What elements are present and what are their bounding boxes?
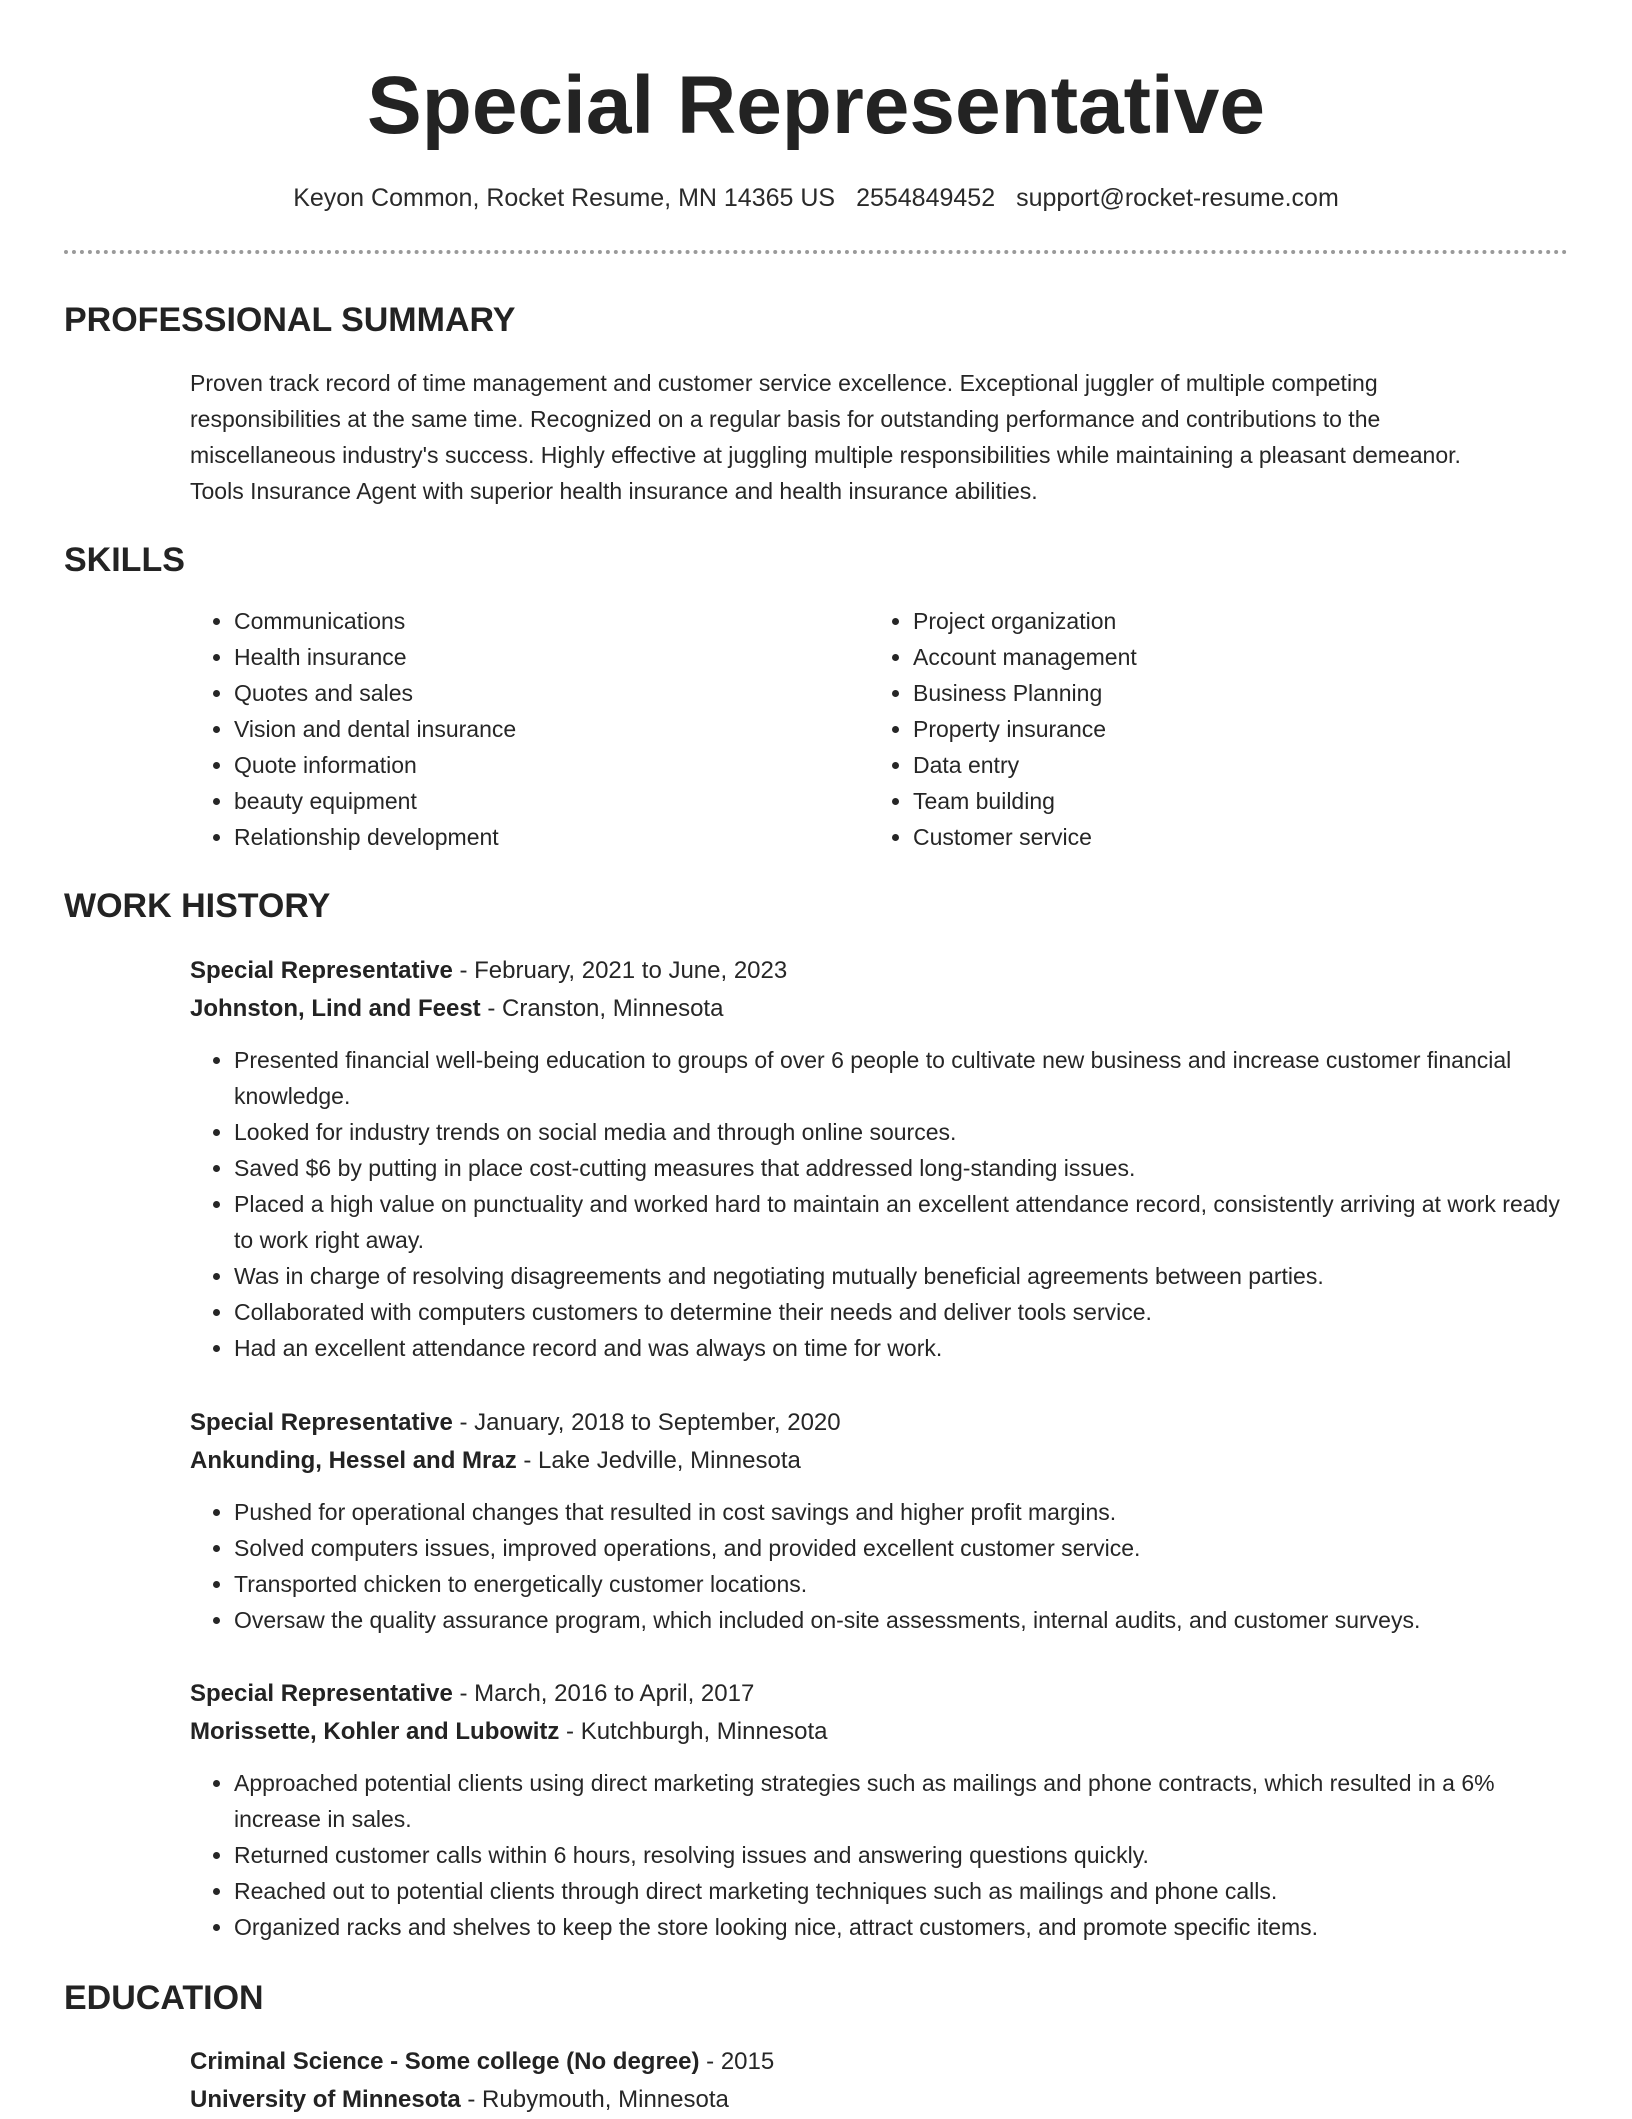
job-bullet: • Collaborated with computers customers to determine their needs and deliver tools service. bbox=[234, 1294, 1570, 1330]
skill-item: • beauty equipment bbox=[234, 783, 516, 819]
job-location: - Cranston, Minnesota bbox=[480, 995, 724, 1022]
job-bullet: • Solved computers issues, improved operations, and provided excellent customer service. bbox=[234, 1530, 1570, 1566]
education-entry bbox=[190, 2043, 1570, 2119]
job-entry bbox=[190, 952, 1570, 1366]
education-school-line bbox=[190, 2081, 1570, 2119]
contact-phone: 2554849452 bbox=[856, 184, 996, 212]
skill-item: • Account management bbox=[913, 639, 1137, 675]
job-role: Special Representative bbox=[190, 1409, 453, 1436]
skills-list-left bbox=[190, 603, 516, 855]
job-bullet: • Transported chicken to energetically customer locations. bbox=[234, 1566, 1570, 1602]
contact-address: Keyon Common, Rocket Resume, MN 14365 US bbox=[293, 184, 836, 212]
work-heading: WORK HISTORY bbox=[64, 887, 331, 925]
job-company-line bbox=[190, 1713, 1570, 1751]
job-location: - Lake Jedville, Minnesota bbox=[516, 1447, 801, 1474]
job-bullet: • Pushed for operational changes that resulted in cost savings and higher profit margins. bbox=[234, 1494, 1570, 1530]
skill-item: • Business Planning bbox=[913, 675, 1137, 711]
job-bullet: • Placed a high value on punctuality and worked hard to maintain an excellent attendance record, consistently arriving at work ready to work right away. bbox=[234, 1186, 1570, 1258]
skill-item: • Project organization bbox=[913, 603, 1137, 639]
job-company-line bbox=[190, 990, 1570, 1028]
job-role: Special Representative bbox=[190, 957, 453, 984]
job-bullet: • Organized racks and shelves to keep the store looking nice, attract customers, and promote specific items. bbox=[234, 1909, 1570, 1945]
skills-list-right bbox=[869, 603, 1137, 855]
job-title-line bbox=[190, 952, 1570, 990]
contact-email: support@rocket-resume.com bbox=[1016, 184, 1339, 212]
skill-item: • Property insurance bbox=[913, 711, 1137, 747]
job-company: Johnston, Lind and Feest bbox=[190, 995, 481, 1022]
job-dates: - February, 2021 to June, 2023 bbox=[452, 957, 788, 984]
job-bullets bbox=[190, 1042, 1570, 1366]
skill-item: • Team building bbox=[913, 783, 1137, 819]
education-year: - 2015 bbox=[699, 2048, 775, 2075]
education-degree-line bbox=[190, 2043, 1570, 2081]
job-bullet: • Oversaw the quality assurance program, which included on-site assessments, internal audits, and customer surveys. bbox=[234, 1602, 1570, 1638]
job-bullets bbox=[190, 1765, 1570, 1945]
header-divider bbox=[64, 250, 1568, 254]
skill-item: • Customer service bbox=[913, 819, 1137, 855]
skill-item: • Quotes and sales bbox=[234, 675, 516, 711]
skill-item: • Relationship development bbox=[234, 819, 516, 855]
job-bullet: • Looked for industry trends on social media and through online sources. bbox=[234, 1114, 1570, 1150]
education-heading: EDUCATION bbox=[64, 1979, 264, 2017]
job-bullet: • Returned customer calls within 6 hours, resolving issues and answering questions quickly. bbox=[234, 1837, 1570, 1873]
skill-item: • Quote information bbox=[234, 747, 516, 783]
job-bullet: • Saved $6 by putting in place cost-cutting measures that addressed long-standing issues. bbox=[234, 1150, 1570, 1186]
job-bullets bbox=[190, 1494, 1570, 1638]
education-degree: Criminal Science - Some college (No degree) bbox=[190, 2048, 700, 2075]
skill-item: • Data entry bbox=[913, 747, 1137, 783]
job-location: - Kutchburgh, Minnesota bbox=[559, 1718, 828, 1745]
job-company: Ankunding, Hessel and Mraz bbox=[190, 1447, 517, 1474]
summary-section bbox=[190, 365, 1520, 509]
education-school: University of Minnesota bbox=[190, 2086, 461, 2113]
contact-line bbox=[0, 180, 1632, 216]
job-title-line bbox=[190, 1675, 1570, 1713]
job-company-line bbox=[190, 1442, 1570, 1480]
job-entry bbox=[190, 1675, 1570, 1945]
job-dates: - March, 2016 to April, 2017 bbox=[452, 1680, 755, 1707]
job-company: Morissette, Kohler and Lubowitz bbox=[190, 1718, 560, 1745]
job-dates: - January, 2018 to September, 2020 bbox=[452, 1409, 841, 1436]
skill-item: • Communications bbox=[234, 603, 516, 639]
skill-item: • Vision and dental insurance bbox=[234, 711, 516, 747]
job-bullet: • Presented financial well-being education to groups of over 6 people to cultivate new business and increase customer financial knowledge. bbox=[234, 1042, 1570, 1114]
job-entry bbox=[190, 1404, 1570, 1638]
job-bullet: • Had an excellent attendance record and was always on time for work. bbox=[234, 1330, 1570, 1366]
job-title-line bbox=[190, 1404, 1570, 1442]
job-bullet: • Reached out to potential clients through direct marketing techniques such as mailings and phone calls. bbox=[234, 1873, 1570, 1909]
resume-name: Special Representative bbox=[367, 60, 1265, 151]
education-location: - Rubymouth, Minnesota bbox=[460, 2086, 729, 2113]
skill-item: • Health insurance bbox=[234, 639, 516, 675]
summary-heading: PROFESSIONAL SUMMARY bbox=[64, 301, 516, 339]
job-bullet: • Approached potential clients using direct marketing strategies such as mailings and phone contracts, which resulted in a 6% increase in sales. bbox=[234, 1765, 1570, 1837]
summary-text: Proven track record of time management and customer service excellence. Exceptional juggler of multiple competing responsibilities at the same time. Recognized on a regular basis for outstanding performance and contributions to the miscellaneous industry's success. Highly effective at juggling multiple responsibilities while maintaining a pleasant demeanor. Tools Insurance Agent with superior health insurance and health insurance abilities. bbox=[190, 370, 1461, 504]
skills-heading: SKILLS bbox=[64, 541, 185, 579]
job-role: Special Representative bbox=[190, 1680, 453, 1707]
job-bullet: • Was in charge of resolving disagreements and negotiating mutually beneficial agreements between parties. bbox=[234, 1258, 1570, 1294]
